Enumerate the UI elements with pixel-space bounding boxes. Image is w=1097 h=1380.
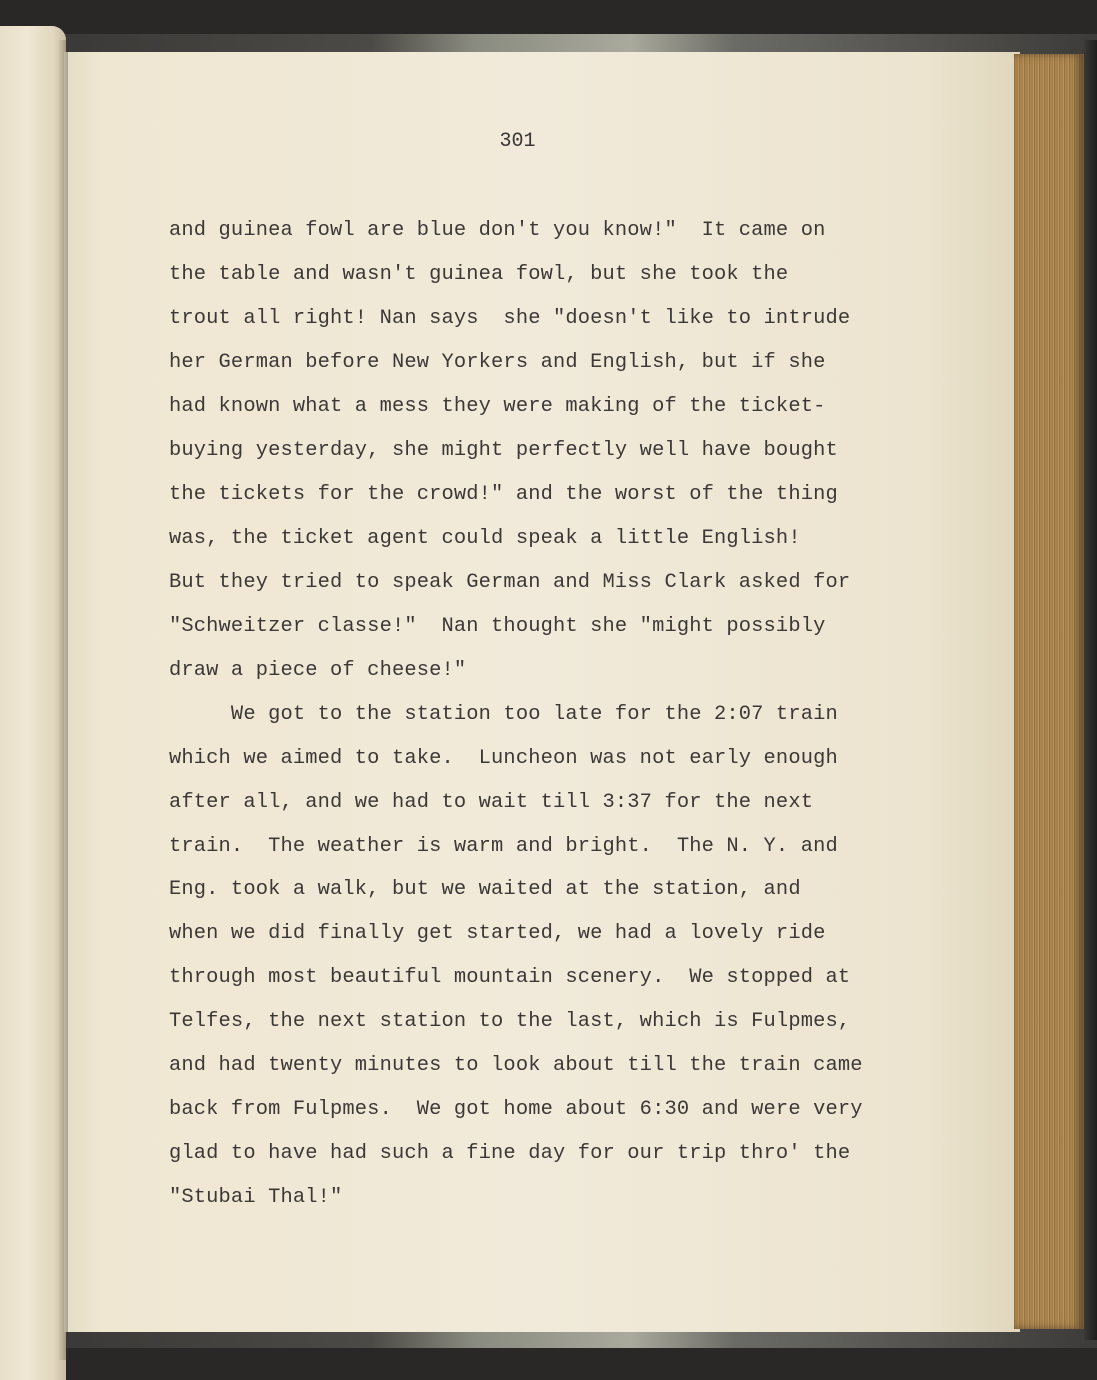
text-line: her German before New Yorkers and English, but if she: [169, 351, 826, 374]
text-line: train. The weather is warm and bright. The N. Y. and: [169, 835, 838, 858]
text-line: glad to have had such a fine day for our trip thro' the: [169, 1142, 851, 1165]
text-line: back from Fulpmes. We got home about 6:30 and were very: [169, 1098, 863, 1121]
text-line: Eng. took a walk, but we waited at the station, and: [169, 878, 801, 901]
text-line: trout all right! Nan says she "doesn't like to intrude: [169, 307, 851, 330]
text-line: the table and wasn't guinea fowl, but she took the: [169, 263, 789, 286]
text-line: and had twenty minutes to look about till the train came: [169, 1054, 863, 1077]
page-block-edges: [1014, 54, 1084, 1329]
book-spine: [1084, 40, 1097, 1340]
text-line: which we aimed to take. Luncheon was not early enough: [169, 747, 838, 770]
book-cover-top: [60, 34, 1097, 54]
text-line: We got to the station too late for the 2:07 train: [169, 703, 838, 726]
text-line: when we did finally get started, we had a lovely ride: [169, 922, 826, 945]
text-line: buying yesterday, she might perfectly well have bought: [169, 439, 838, 462]
text-line: had known what a mess they were making of the ticket-: [169, 395, 826, 418]
book-page: [64, 52, 1020, 1332]
text-line: and guinea fowl are blue don't you know!" It came on: [169, 219, 826, 242]
text-line: "Schweitzer classe!" Nan thought she "might possibly: [169, 615, 826, 638]
text-line: But they tried to speak German and Miss Clark asked for: [169, 571, 851, 594]
text-line: was, the ticket agent could speak a little English!: [169, 527, 801, 550]
left-page-edge: [0, 26, 66, 1380]
text-line: draw a piece of cheese!": [169, 659, 467, 682]
page-number: 301: [499, 130, 536, 153]
gutter-shadow: [58, 40, 68, 1360]
text-line: "Stubai Thal!": [169, 1186, 343, 1209]
text-line: through most beautiful mountain scenery. We stopped at: [169, 966, 851, 989]
text-line: Telfes, the next station to the last, which is Fulpmes,: [169, 1010, 851, 1033]
text-line: after all, and we had to wait till 3:37 for the next: [169, 791, 814, 814]
text-line: the tickets for the crowd!" and the worst of the thing: [169, 483, 838, 506]
